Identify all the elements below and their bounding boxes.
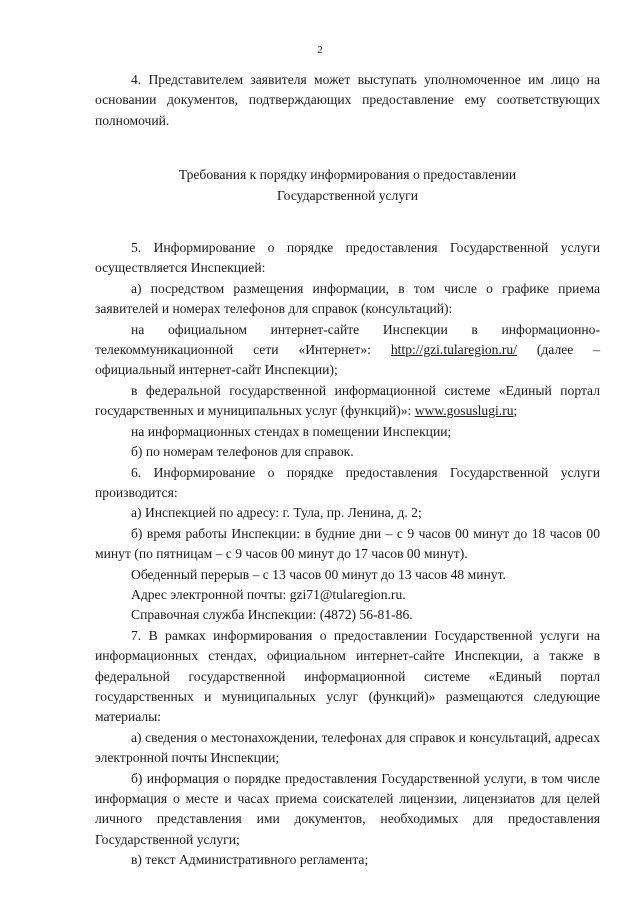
paragraph-email: Адрес электронной почты: gzi71@tularegion.ru. [131,586,406,602]
paragraph-lunch-break: Обеденный перерыв – с 13 часов 00 минут до 13 часов 48 минут. [131,566,506,582]
paragraph-6: 6. Информирование о порядке предоставления Государственной услуги производится: [95,464,600,500]
paragraph-7c: в) текст Административного регламента; [131,852,369,868]
portal-text-after: ; [513,403,518,419]
paragraph-4: 4. Представителем заявителя может выступать уполномоченное им лицо на основании документов, подтверждающих предоставление ему соответствующих полномочий. [95,72,600,128]
portal-text: в федеральной государственной информационной системе «Единый портал государственных и муниципальных услуг (функций)»: [95,382,600,419]
paragraph-5a: а) посредством размещения информации, в том числе о графике приема заявителей и номерах телефонов для справок (консультаций): [95,280,600,317]
document-body [95,70,600,871]
paragraph-6b: б) время работы Инспекции: в будние дни – с 9 часов 00 минут до 18 часов 00 минут (по пятницам – с 9 часов 00 минут до 17 часов 00 минут). [95,525,600,562]
heading-line-1: Требования к порядку информирования о предоставлении [178,167,517,183]
paragraph-5b: б) по номерам телефонов для справок. [131,444,354,460]
paragraph-5: 5. Информирование о порядке предоставления Государственной услуги осуществляется Инспекцией: [95,240,600,276]
paragraph-6a: а) Инспекцией по адресу: г. Тула, пр. Ленина, д. 2; [131,505,422,521]
portal-link[interactable]: www.gosuslugi.ru [414,403,514,419]
paragraph-5a-site [95,320,600,381]
paragraph-phone: Справочная служба Инспекции: (4872) 56-81-86. [131,607,413,623]
page-number: 2 [317,44,323,56]
paragraph-7: 7. В рамках информирования о предоставлении Государственной услуги на информационных стендах, официальном интернет-сайте Инспекции, а также в федеральной государственной информационной системе «Единый портал государственных и муниципальных услуг (функций)» размещаются следующие материалы: [95,627,600,725]
paragraph-5a-stands: на информационных стендах в помещении Инспекции; [131,423,452,439]
paragraph-7b: б) информация о порядке предоставления Государственной услуги, в том числе информация о месте и часах приема соискателей лицензии, лицензиатов для целей личного представления ими документов, необходимых для предоставления Государственной услуги; [95,770,600,847]
site-link[interactable]: http://gzi.tularegion.ru/ [390,342,517,358]
paragraph-5a-portal [95,381,600,422]
site-text-after: (далее – официальный интернет-сайт Инспекции); [95,342,601,378]
paragraph-7a: а) сведения о местонахождении, телефонах для справок и консультаций, адресах электронной почты Инспекции; [95,729,600,766]
section-heading [95,165,600,206]
site-text-before: на официальном интернет-сайте Инспекции в информационно-телекоммуникационной сети «Интернет»: [95,321,600,358]
heading-line-2: Государственной услуги [277,187,418,203]
